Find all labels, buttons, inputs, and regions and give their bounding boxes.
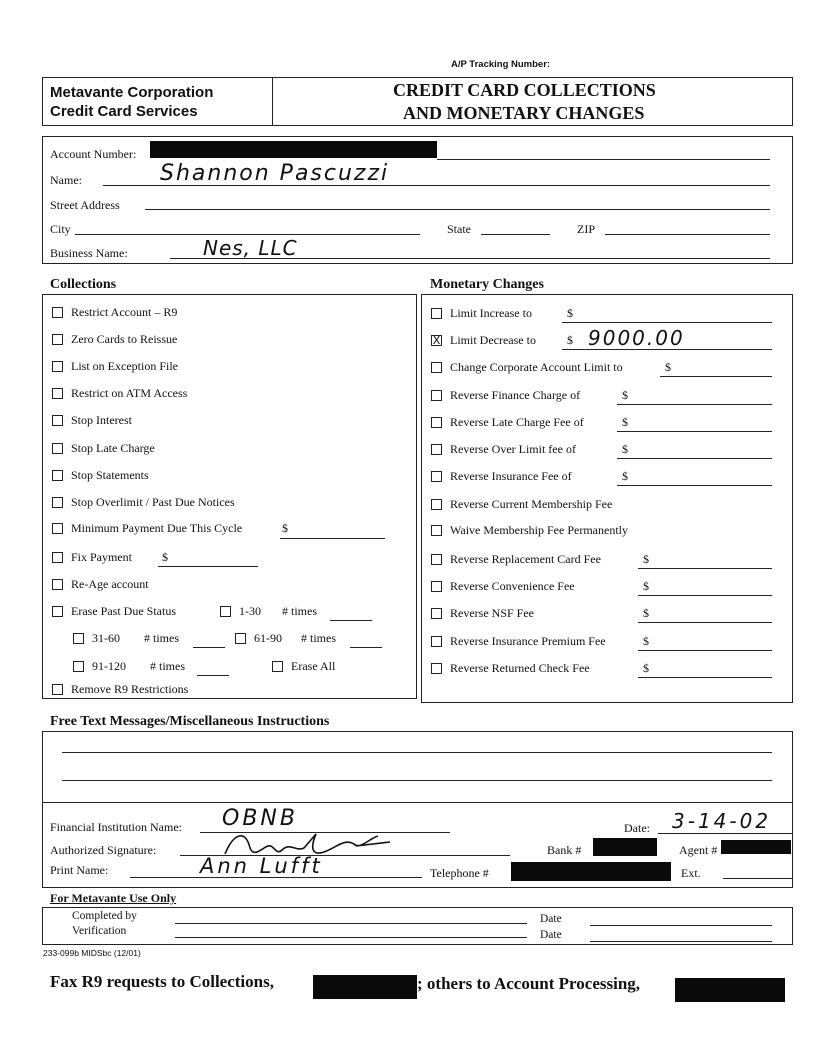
completed-by-label: Completed by	[72, 910, 137, 922]
redacted-processing-fax	[675, 978, 785, 1002]
tracking-number-label: A/P Tracking Number:	[451, 59, 551, 70]
limit-increase-dollar: $	[567, 306, 573, 320]
account-number-line	[437, 159, 770, 160]
verification-field[interactable]	[175, 937, 527, 938]
footer-fax-collections: Fax R9 requests to Collections,	[50, 972, 274, 991]
fi-name-label: Financial Institution Name:	[50, 820, 182, 834]
state-label: State	[447, 222, 471, 236]
reverse-finance-field[interactable]	[617, 404, 772, 405]
stop-late-charge-label: Stop Late Charge	[71, 441, 155, 455]
stop-overlimit-label: Stop Overlimit / Past Due Notices	[71, 495, 235, 509]
reverse-late-dollar: $	[622, 415, 628, 429]
range-91-120-label: 91-120	[92, 659, 126, 673]
minimum-payment-label: Minimum Payment Due This Cycle	[71, 521, 243, 535]
free-text-title: Free Text Messages/Miscellaneous Instructions	[50, 714, 330, 729]
erase-past-due-label: Erase Past Due Status	[71, 604, 176, 618]
street-address-label: Street Address	[50, 198, 120, 212]
remove-r9-label: Remove R9 Restrictions	[71, 682, 189, 696]
reverse-overlimit-dollar: $	[622, 442, 628, 456]
corporate-limit-label: Change Corporate Account Limit to	[450, 360, 623, 374]
print-name-label: Print Name:	[50, 863, 109, 877]
minimum-payment-field[interactable]	[280, 538, 385, 539]
street-address-field[interactable]	[145, 209, 770, 210]
stop-statements-checkbox[interactable]	[52, 470, 63, 481]
exception-file-checkbox[interactable]	[52, 361, 63, 372]
limit-decrease-label: Limit Decrease to	[450, 333, 536, 347]
extension-label: Ext.	[681, 866, 701, 880]
range-31-60-label: 31-60	[92, 631, 120, 645]
name-label: Name:	[50, 173, 82, 187]
print-name-value: Ann Lufft	[200, 854, 323, 878]
date-field[interactable]	[658, 833, 793, 834]
date-value: 3-14-02	[672, 809, 772, 833]
zero-cards-label: Zero Cards to Reissue	[71, 332, 178, 346]
erase-all-checkbox[interactable]	[272, 661, 283, 672]
stop-late-charge-checkbox[interactable]	[52, 443, 63, 454]
range-91-120-checkbox[interactable]	[73, 661, 84, 672]
business-name-value: Nes, LLC	[203, 236, 298, 260]
range-31-60-times-label: # times	[144, 631, 179, 645]
reverse-convenience-label: Reverse Convenience Fee	[450, 579, 575, 593]
reverse-ins-premium-dollar: $	[643, 634, 649, 648]
fix-payment-label: Fix Payment	[71, 550, 133, 564]
stop-overlimit-checkbox[interactable]	[52, 497, 63, 508]
collections-title: Collections	[50, 277, 117, 292]
redacted-account-number	[150, 141, 437, 158]
range-61-90-times-label: # times	[301, 631, 336, 645]
range-31-60-times-field[interactable]	[193, 647, 225, 648]
range-1-30-checkbox[interactable]	[220, 606, 231, 617]
authorized-signature-label: Authorized Signature:	[50, 843, 157, 857]
business-name-label: Business Name:	[50, 246, 128, 260]
range-1-30-times-label: # times	[282, 604, 317, 618]
reverse-finance-label: Reverse Finance Charge of	[450, 388, 581, 402]
bank-number-label: Bank #	[547, 843, 582, 857]
reverse-returned-check-label: Reverse Returned Check Fee	[450, 661, 590, 675]
completed-by-field[interactable]	[175, 923, 527, 924]
exception-file-label: List on Exception File	[71, 359, 178, 373]
minimum-payment-checkbox[interactable]	[52, 523, 63, 534]
reverse-finance-dollar: $	[622, 388, 628, 402]
stop-statements-label: Stop Statements	[71, 468, 149, 482]
monetary-changes-title: Monetary Changes	[430, 277, 544, 292]
reverse-replacement-checkbox[interactable]	[431, 554, 442, 565]
verification-label: Verification	[72, 925, 127, 937]
zero-cards-checkbox[interactable]	[52, 334, 63, 345]
footer-fax-processing: ; others to Account Processing,	[417, 974, 641, 993]
limit-increase-label: Limit Increase to	[450, 306, 532, 320]
verification-date-label: Date	[540, 929, 562, 941]
fix-payment-dollar: $	[162, 550, 168, 564]
range-61-90-times-field[interactable]	[350, 647, 382, 648]
range-1-30-label: 1-30	[239, 604, 261, 618]
redacted-agent-number	[721, 840, 791, 854]
reverse-returned-check-field[interactable]	[638, 677, 772, 678]
reverse-convenience-checkbox[interactable]	[431, 581, 442, 592]
limit-increase-checkbox[interactable]	[431, 308, 442, 319]
fi-name-value: OBNB	[222, 806, 298, 831]
metavante-use-title: For Metavante Use Only	[50, 891, 177, 905]
completed-date-label: Date	[540, 913, 562, 925]
restrict-account-label: Restrict Account – R9	[71, 305, 178, 319]
reverse-insurance-checkbox[interactable]	[431, 471, 442, 482]
reverse-replacement-dollar: $	[643, 552, 649, 566]
stop-interest-checkbox[interactable]	[52, 415, 63, 426]
range-61-90-label: 61-90	[254, 631, 282, 645]
corporate-limit-field[interactable]	[660, 376, 772, 377]
erase-all-label: Erase All	[291, 659, 336, 673]
reverse-returned-check-checkbox[interactable]	[431, 663, 442, 674]
company-division: Credit Card Services	[50, 103, 198, 120]
free-text-line-1	[62, 752, 772, 753]
reverse-late-field[interactable]	[617, 431, 772, 432]
form-title-line2: AND MONETARY CHANGES	[403, 103, 645, 123]
corporate-limit-dollar: $	[665, 360, 671, 374]
limit-decrease-field[interactable]	[562, 349, 772, 350]
waive-membership-label: Waive Membership Fee Permanently	[450, 523, 628, 537]
fix-payment-field[interactable]	[158, 566, 258, 567]
stop-interest-label: Stop Interest	[71, 413, 132, 427]
redacted-collections-fax	[313, 975, 417, 999]
reverse-nsf-dollar: $	[643, 606, 649, 620]
range-61-90-checkbox[interactable]	[235, 633, 246, 644]
restrict-account-checkbox[interactable]	[52, 307, 63, 318]
reverse-ins-premium-field[interactable]	[638, 650, 772, 651]
header-divider	[272, 77, 273, 126]
atm-access-checkbox[interactable]	[52, 388, 63, 399]
metavante-use-box	[42, 907, 793, 945]
account-number-label: Account Number:	[50, 147, 137, 161]
extension-field[interactable]	[723, 878, 793, 879]
name-value: Shannon Pascuzzi	[160, 161, 390, 186]
reverse-nsf-checkbox[interactable]	[431, 608, 442, 619]
free-text-line-2	[62, 780, 772, 781]
reverse-insurance-dollar: $	[622, 469, 628, 483]
reverse-membership-label: Reverse Current Membership Fee	[450, 497, 613, 511]
company-name: Metavante Corporation	[50, 84, 214, 101]
free-text-box[interactable]	[42, 731, 793, 803]
range-91-120-times-field[interactable]	[197, 675, 229, 676]
erase-past-due-checkbox[interactable]	[52, 606, 63, 617]
reverse-insurance-label: Reverse Insurance Fee of	[450, 469, 572, 483]
form-code: 233-099b MIDSbc (12/01)	[43, 948, 141, 958]
minimum-payment-dollar: $	[282, 521, 288, 535]
range-31-60-checkbox[interactable]	[73, 633, 84, 644]
city-label: City	[50, 222, 71, 236]
limit-decrease-checkbox[interactable]: X	[432, 334, 441, 347]
limit-decrease-dollar: $	[567, 333, 573, 347]
redacted-bank-number	[593, 838, 657, 856]
agent-number-label: Agent #	[679, 843, 718, 857]
reverse-ins-premium-label: Reverse Insurance Premium Fee	[450, 634, 606, 648]
reverse-late-label: Reverse Late Charge Fee of	[450, 415, 584, 429]
remove-r9-checkbox[interactable]	[52, 684, 63, 695]
range-1-30-times-field[interactable]	[330, 620, 372, 621]
date-label: Date:	[624, 821, 650, 835]
reverse-nsf-field[interactable]	[638, 622, 772, 623]
form-title-line1: CREDIT CARD COLLECTIONS	[393, 80, 656, 100]
city-field[interactable]	[75, 234, 420, 235]
reverse-ins-premium-checkbox[interactable]	[431, 636, 442, 647]
reverse-nsf-label: Reverse NSF Fee	[450, 606, 534, 620]
limit-decrease-value: 9000.00	[588, 326, 685, 350]
telephone-label: Telephone #	[430, 866, 489, 880]
reverse-finance-checkbox[interactable]	[431, 390, 442, 401]
reverse-convenience-field[interactable]	[638, 595, 772, 596]
redacted-telephone	[511, 862, 671, 881]
reverse-returned-check-dollar: $	[643, 661, 649, 675]
reverse-overlimit-field[interactable]	[617, 458, 772, 459]
fix-payment-checkbox[interactable]	[52, 552, 63, 563]
verification-date-field[interactable]	[590, 941, 772, 942]
range-91-120-times-label: # times	[150, 659, 185, 673]
limit-increase-field[interactable]	[562, 322, 772, 323]
reage-account-checkbox[interactable]	[52, 579, 63, 590]
reverse-late-checkbox[interactable]	[431, 417, 442, 428]
zip-label: ZIP	[577, 222, 595, 236]
completed-date-field[interactable]	[590, 925, 772, 926]
reverse-overlimit-checkbox[interactable]	[431, 444, 442, 455]
corporate-limit-checkbox[interactable]	[431, 362, 442, 373]
waive-membership-checkbox[interactable]	[431, 525, 442, 536]
state-field[interactable]	[481, 234, 550, 235]
reverse-replacement-field[interactable]	[638, 568, 772, 569]
reverse-insurance-field[interactable]	[617, 485, 772, 486]
reverse-overlimit-label: Reverse Over Limit fee of	[450, 442, 576, 456]
zip-field[interactable]	[605, 234, 770, 235]
reverse-convenience-dollar: $	[643, 579, 649, 593]
reverse-replacement-label: Reverse Replacement Card Fee	[450, 552, 601, 566]
atm-access-label: Restrict on ATM Access	[71, 386, 188, 400]
reage-account-label: Re-Age account	[71, 577, 149, 591]
reverse-membership-checkbox[interactable]	[431, 499, 442, 510]
